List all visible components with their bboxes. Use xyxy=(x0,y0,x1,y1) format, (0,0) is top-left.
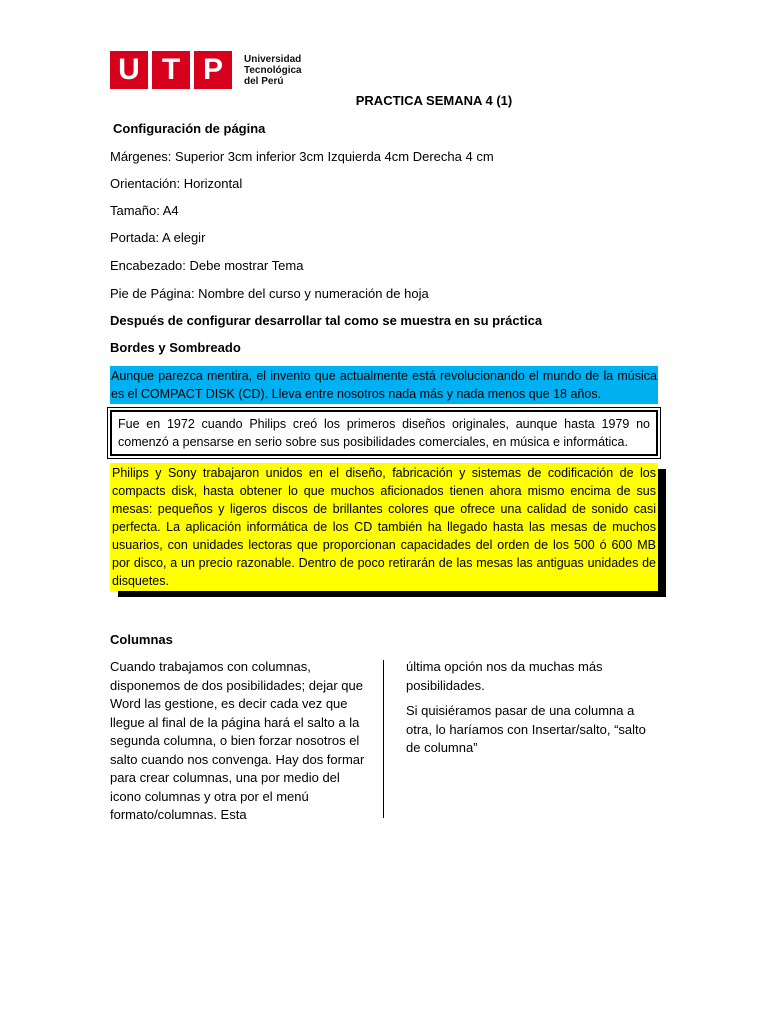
logo-letter-u: U xyxy=(110,51,148,89)
column-right xyxy=(406,658,651,765)
columns-heading: Columnas xyxy=(110,632,173,647)
config-cover: Portada: A elegir xyxy=(110,230,206,245)
blue-shaded-paragraph: Aunque parezca mentira, el invento que actualmente está revolucionando el mundo de la música es el COMPACT DISK (CD). Lleva entre nosotros nada más y nada menos que 18 años. xyxy=(110,366,658,404)
instruction-text: Después de configurar desarrollar tal como se muestra en su práctica xyxy=(110,313,543,328)
column-right-paragraph-2: Si quisiéramos pasar de una columna a otra, lo haríamos con Insertar/salto, “salto de columna” xyxy=(406,703,646,755)
column-divider xyxy=(383,660,384,818)
column-right-paragraph-1: última opción nos da muchas más posibilidades. xyxy=(406,659,603,693)
utp-logo xyxy=(110,50,302,90)
borders-heading: Bordes y Sombreado xyxy=(110,340,241,355)
column-left-text: Cuando trabajamos con columnas, disponemos de dos posibilidades; dejar que Word las gestione, es decir cada vez que llegue al final de la página hará el salto a la segunda columna, o bien forzar nosotros el salto cuando nos convenga. Hay dos formar para crear columnas, una por medio del icono columnas y otra por el menú formato/columnas. Esta xyxy=(110,659,365,822)
yellow-shaded-paragraph: Philips y Sony trabajaron unidos en el diseño, fabricación y sistemas de codificación de los compacts disk, hasta obtener lo que muchos aficionados tienen ahora mismo encima de sus mesas: pequeños y ligeros discos de brillantes colores que ofrece una calidad de sonido casi perfecta. La aplicación informática de los CD también ha llegado hasta las mesas de muchos usuarios, con unidades lectoras que proporcionan capacidades del orden de los 500 ó 600 MB por disco, a un precio razonable. Dentro de poco retirarán de las mesas las antiguas unidades de disquetes. xyxy=(110,463,658,591)
bordered-paragraph: Fue en 1972 cuando Philips creó los primeros diseños originales, aunque hasta 1979 no comenzó a pensarse en serio sobre sus posibilidades comerciales, en música e informática. xyxy=(110,410,658,456)
university-name-line3: del Perú xyxy=(244,75,284,87)
config-margins: Márgenes: Superior 3cm inferior 3cm Izquierda 4cm Derecha 4 cm xyxy=(110,149,494,164)
config-footer: Pie de Página: Nombre del curso y numeración de hoja xyxy=(110,286,429,301)
logo-letter-t: T xyxy=(152,51,190,89)
page-title: PRACTICA SEMANA 4 (1) xyxy=(355,93,513,108)
config-header: Encabezado: Debe mostrar Tema xyxy=(110,258,304,273)
config-heading: Configuración de página xyxy=(113,121,266,136)
config-size: Tamaño: A4 xyxy=(110,203,179,218)
university-name xyxy=(244,54,302,87)
university-name-line2: Tecnológica xyxy=(244,64,302,76)
university-name-line1: Universidad xyxy=(244,53,302,65)
config-orientation: Orientación: Horizontal xyxy=(110,176,243,191)
logo-letter-p: P xyxy=(194,51,232,89)
